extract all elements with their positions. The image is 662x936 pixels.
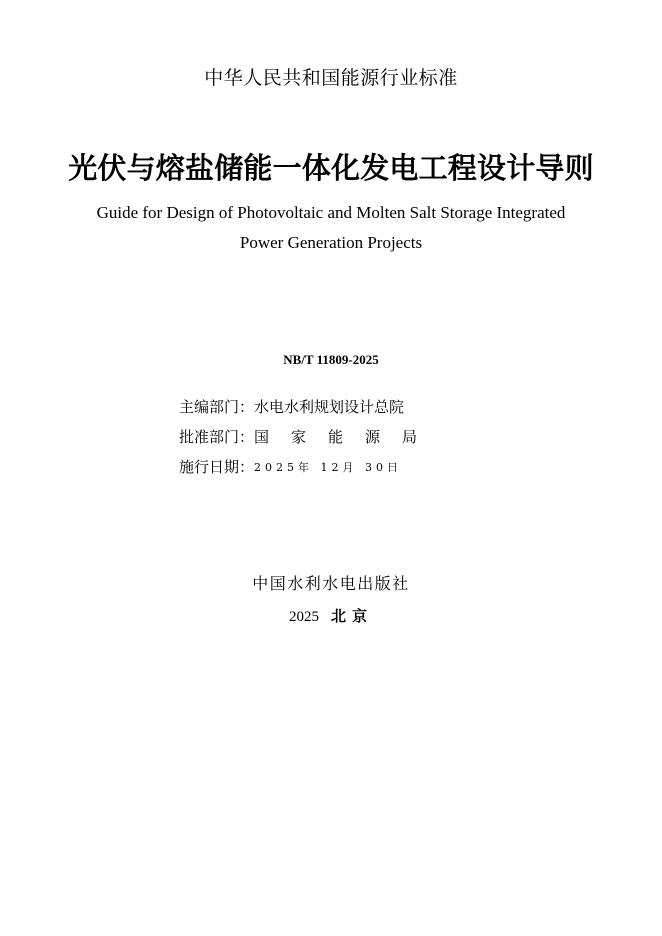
- effective-date-label: 施行日期：: [179, 458, 255, 476]
- editor-label: 主编部门：: [179, 398, 255, 416]
- approver-value: 国家能源局: [254, 428, 440, 446]
- publication-city: 北京: [330, 607, 373, 625]
- approver-row: [179, 426, 439, 447]
- english-title-line-2: Power Generation Projects: [239, 233, 423, 252]
- publication-line: [0, 605, 662, 626]
- chinese-title: 光伏与熔盐储能一体化发电工程设计导则: [68, 151, 594, 185]
- effective-date-value: 2025年 12月 30日: [254, 461, 402, 474]
- editor-value: 水电水利规划设计总院: [254, 398, 405, 416]
- approver-label: 批准部门：: [179, 428, 255, 446]
- standard-number: NB/T 11809-2025: [283, 352, 379, 367]
- english-title-line-1: Guide for Design of Photovoltaic and Molten Salt Storage Integrated: [96, 203, 566, 222]
- industry-standard-heading: 中华人民共和国能源行业标准: [204, 67, 458, 89]
- editor-row: [179, 396, 404, 417]
- effective-date-row: [179, 456, 402, 477]
- publication-year: 2025: [288, 609, 319, 625]
- publisher-name: 中国水利水电出版社: [252, 574, 410, 593]
